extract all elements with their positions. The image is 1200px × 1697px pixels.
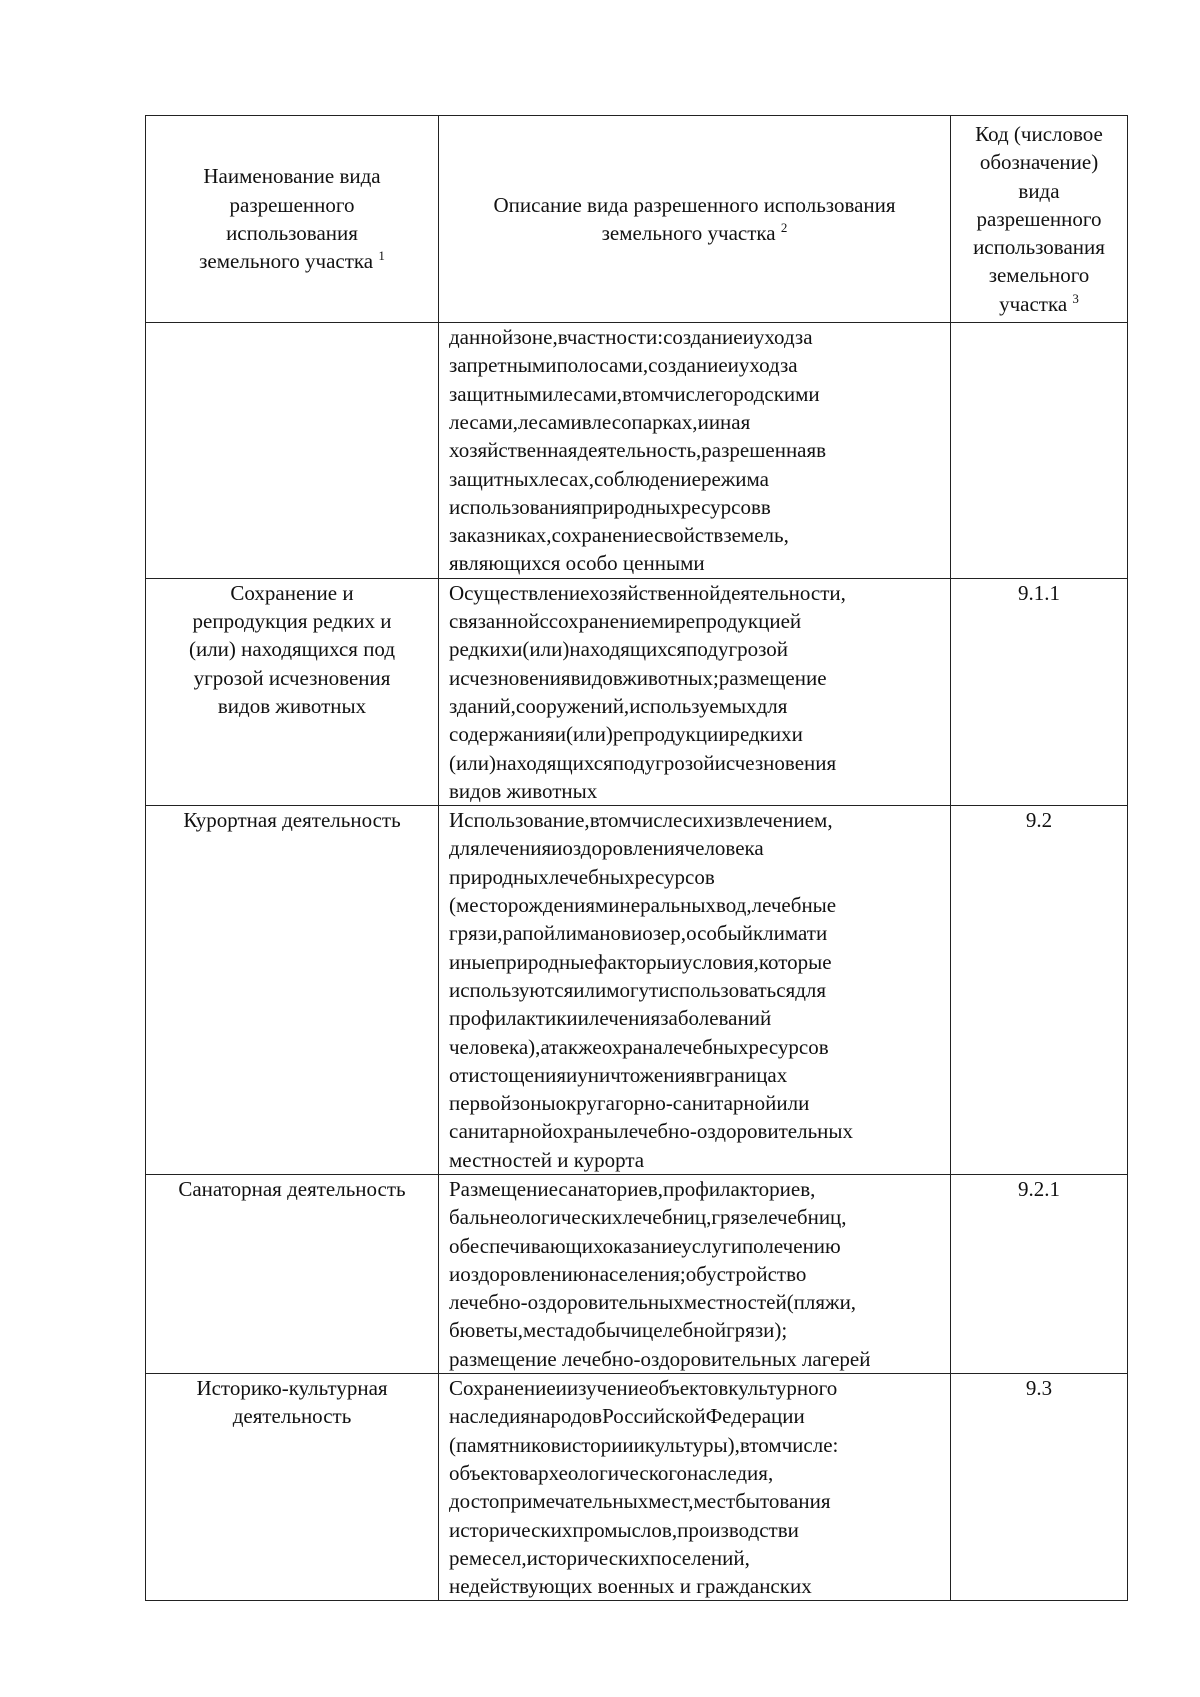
table-body [146, 323, 1128, 1601]
description-line: первойзоныокругагорно-санитарнойили [449, 1091, 810, 1116]
description-line: Осуществлениехозяйственнойдеятельности, [449, 580, 846, 605]
land-use-name-line: Историко-культурная [196, 1376, 388, 1401]
description-line: (месторожденияминеральныхвод,лечебные [449, 893, 837, 918]
description-line: историческихпромыслов,производстви [449, 1517, 799, 1542]
description-line: видов животных [449, 778, 598, 803]
description-line: защитныхлесах,соблюдениережима [449, 466, 769, 491]
land-use-name-cell [146, 323, 439, 579]
description-line: достопримечательныхмест,местбытования [449, 1489, 831, 1514]
footnote-ref: 3 [1072, 290, 1079, 306]
description-line: профилактикиилечениязаболеваний [449, 1006, 772, 1031]
land-use-code-cell: 9.2.1 [951, 1174, 1128, 1373]
description-line: местностей и курорта [449, 1147, 645, 1172]
description-line: человека),атакжеохраналечебныхресурсов [449, 1034, 829, 1059]
land-use-code-cell: 9.1.1 [951, 578, 1128, 805]
description-line: (или)находящихсяподугрозойисчезновения [449, 750, 837, 775]
description-line: наследиянародовРоссийскойФедерации [449, 1404, 805, 1429]
description-line: недействующих военных и гражданских [449, 1574, 812, 1599]
description-line: лесами,лесамивлесопарках,ииная [449, 409, 751, 434]
table-row [146, 1374, 1128, 1601]
land-use-description-cell [439, 1374, 951, 1601]
footnote-ref: 1 [378, 248, 385, 264]
description-line: связаннойссохранениемирепродукцией [449, 609, 802, 634]
land-use-code-cell [951, 323, 1128, 579]
land-use-name-line: Курортная деятельность [183, 808, 401, 833]
land-use-name-cell [146, 1174, 439, 1373]
description-line: содержанияи(или)репродукцииредкихи [449, 722, 803, 747]
land-use-table [145, 115, 1128, 1601]
description-line: длялеченияиоздоровлениячеловека [449, 836, 764, 861]
land-use-description-cell [439, 578, 951, 805]
description-line: заказниках,сохранениесвойствземель, [449, 523, 789, 548]
description-line: даннойзоне,вчастности:созданиеиуходза [449, 325, 813, 350]
description-line: отистощенияиуничтожениявграницах [449, 1062, 788, 1087]
table-row [146, 323, 1128, 579]
description-line: защитнымилесами,втомчислегородскими [449, 381, 820, 406]
land-use-name-line: репродукция редких и [192, 609, 392, 634]
description-line: бальнеологическихлечебниц,грязелечебниц, [449, 1205, 847, 1230]
land-use-name-line: (или) находящихся под [188, 637, 396, 662]
description-line: иныеприродныефакторыиусловия,которые [449, 949, 832, 974]
land-use-description-cell [439, 323, 951, 579]
land-use-name-line: деятельность [232, 1404, 352, 1429]
table-header-row [146, 116, 1128, 323]
land-use-name-line: Сохранение и [230, 580, 354, 605]
header-name-col: Наименование вида разрешенного использования земельного участка $^1$ [146, 116, 439, 323]
description-line: природныхлечебныхресурсов [449, 864, 715, 889]
description-line: хозяйственнаядеятельность,разрешеннаяв [449, 438, 827, 463]
table-row [146, 1174, 1128, 1373]
land-use-name-cell [146, 1374, 439, 1601]
description-line: санитарнойохранылечебно-оздоровительных [449, 1119, 853, 1144]
description-line: исчезновениявидовживотных;размещение [449, 665, 827, 690]
header-desc-col: Описание вида разрешенного использования земельного участка $^2$ [439, 116, 951, 323]
description-line: зданий,сооружений,используемыхдля [449, 693, 788, 718]
description-line: ремесел,историческихпоселений, [449, 1545, 750, 1570]
land-use-code-cell: 9.2 [951, 806, 1128, 1175]
description-line: иоздоровлениюнаселения;обустройство [449, 1261, 807, 1286]
description-line: обеспечивающихоказаниеуслугиполечению [449, 1233, 841, 1258]
header-code-col: Код (числовое обозначение) вида разрешенного использования земельного участка $^3$ [951, 116, 1128, 323]
description-line: Размещениесанаториев,профилакториев, [449, 1176, 816, 1201]
description-line: использованияприродныхресурсовв [449, 494, 771, 519]
description-line: Использование,втомчислесихизвлечением, [449, 808, 833, 833]
description-line: бюветы,местадобычицелебнойгрязи); [449, 1318, 788, 1343]
description-line: используютсяилимогутиспользоватьсядля [449, 977, 827, 1002]
table-row [146, 578, 1128, 805]
description-line: редкихи(или)находящихсяподугрозой [449, 637, 789, 662]
land-use-name-line: угрозой исчезновения [193, 665, 391, 690]
description-line: являющихся особо ценными [449, 551, 705, 576]
description-line: грязи,рапойлимановиозер,особыйклимати [449, 921, 828, 946]
description-line: размещение лечебно-оздоровительных лагерей [449, 1346, 871, 1371]
land-use-name-cell [146, 806, 439, 1175]
land-use-description-cell [439, 1174, 951, 1373]
footnote-ref: 2 [780, 220, 788, 236]
land-use-description-cell [439, 806, 951, 1175]
description-line: Сохранениеиизучениеобъектовкультурного [449, 1376, 838, 1401]
description-line: лечебно-оздоровительныхместностей(пляжи, [449, 1290, 857, 1315]
description-line: (памятниковисторииикультуры),втомчисле: [449, 1432, 839, 1457]
land-use-name-cell [146, 578, 439, 805]
land-use-code-cell: 9.3 [951, 1374, 1128, 1601]
description-line: запретнымиполосами,созданиеиуходза [449, 353, 798, 378]
description-line: объектовархеологическогонаследия, [449, 1460, 774, 1485]
land-use-name-line: Санаторная деятельность [178, 1176, 406, 1201]
table-row [146, 806, 1128, 1175]
land-use-name-line: видов животных [217, 693, 367, 718]
